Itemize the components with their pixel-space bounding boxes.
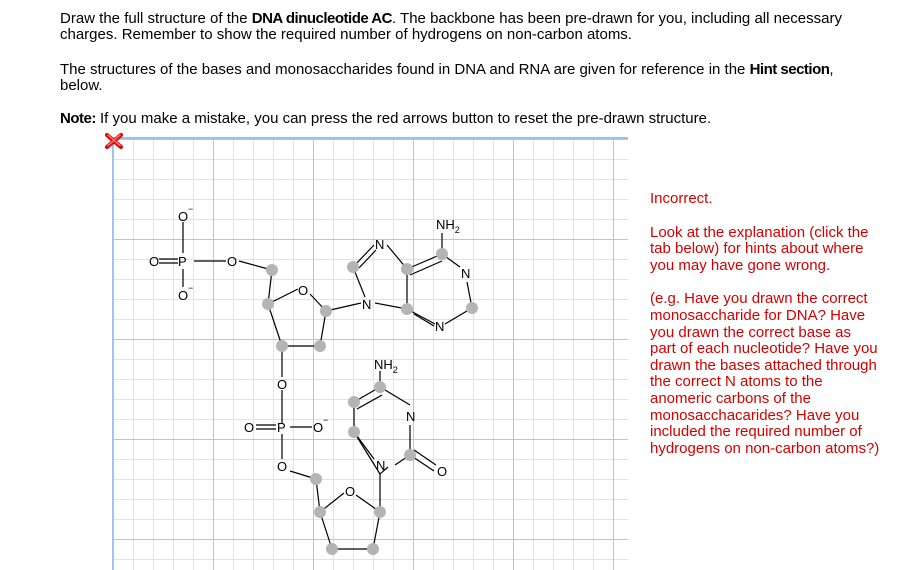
atom-o-cytosine: O xyxy=(437,464,448,479)
reset-arrows-icon[interactable] xyxy=(100,131,128,151)
molecule-structure[interactable] xyxy=(112,137,628,570)
atom-labels xyxy=(149,204,470,499)
atom-n9: N xyxy=(362,297,372,312)
atom-o-top: O xyxy=(178,209,189,224)
question-paragraph-2 xyxy=(60,62,880,94)
bonds xyxy=(159,222,472,549)
charge-o-right-mid: − xyxy=(323,415,329,425)
note-label: Note: xyxy=(60,110,96,127)
atom-n3-cytosine: N xyxy=(406,409,416,424)
feedback-body: Look at the explanation (click the tab below) for hints about where you may have gone wrong. xyxy=(650,223,869,274)
atom-o-bottom: O xyxy=(178,288,189,303)
atom-p-mid: P xyxy=(277,420,286,435)
question-text: . The backbone has been pre-drawn for you, including all necessary charges. Remember to show the required number of hydrogens on non-carbon atoms. xyxy=(60,10,842,43)
question-emphasis: DNA dinucleotide AC xyxy=(251,10,392,27)
atom-n7: N xyxy=(375,237,385,252)
atom-o3: O xyxy=(277,377,288,392)
feedback-title: Incorrect. xyxy=(650,190,713,207)
feedback-example: (e.g. Have you drawn the correct monosaccharide for DNA? Have you drawn the correct base as part of each nucleotide? Have you drawn the bases attached through the correct N atoms to the anomeric carbons of the monosacchacarides? Have you included the required number of hydrogens on non-carbon atoms?) xyxy=(650,290,880,457)
atom-nh2-cytosine: $NH_2$ xyxy=(374,357,398,375)
atom-o-double-mid: O xyxy=(244,420,255,435)
question-text: , below. xyxy=(60,61,834,94)
atom-p-top: P xyxy=(178,254,187,269)
drawing-canvas[interactable] xyxy=(112,137,628,570)
question-note xyxy=(60,111,880,127)
atom-n3: N xyxy=(435,319,445,334)
note-text: If you make a mistake, you can press the red arrows button to reset the pre-drawn structure. xyxy=(95,110,712,127)
question-paragraph-1 xyxy=(60,11,880,43)
atom-n1-cytosine: N xyxy=(376,458,386,473)
atom-nh2-adenine: $NH_2$ xyxy=(436,217,460,235)
hint-section-reference: Hint section xyxy=(749,61,830,78)
charge-o-top: − xyxy=(188,204,194,214)
atom-ring-o-bottom: O xyxy=(345,484,356,499)
atom-o-right-mid: O xyxy=(313,420,324,435)
atom-o5: O xyxy=(277,459,288,474)
charge-o-bottom: − xyxy=(188,283,194,293)
atom-o-double-top: O xyxy=(149,254,160,269)
atom-o-ester-top: O xyxy=(227,254,238,269)
atom-ring-o-top: O xyxy=(298,283,309,298)
atom-n1: N xyxy=(461,266,471,281)
question-text: Draw the full structure of the xyxy=(60,10,252,27)
feedback-panel xyxy=(650,191,880,457)
question-text: The structures of the bases and monosaccharides found in DNA and RNA are given for reference in the xyxy=(60,61,750,78)
